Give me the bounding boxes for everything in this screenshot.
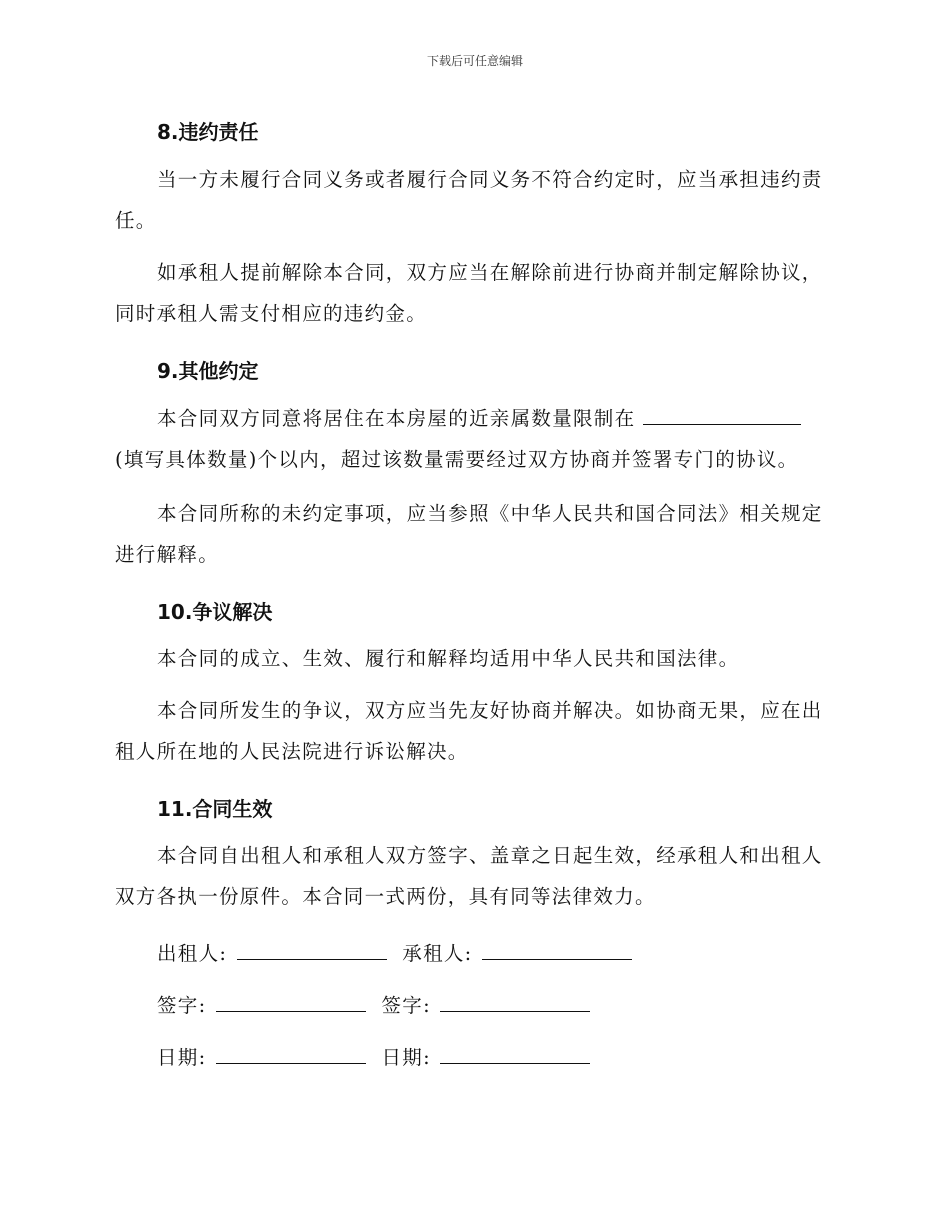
lessor-blank[interactable] [237, 939, 387, 960]
section-heading-dispute: 10.争议解决 [157, 600, 273, 624]
lessee-blank[interactable] [482, 939, 632, 960]
page-header: 下载后可任意编辑 [426, 54, 523, 68]
lessee-date-blank[interactable] [440, 1043, 590, 1064]
paragraph: 如承租人提前解除本合同，双方应当在解除前进行协商并制定解除协议，同时承租人需支付相应的违约金。 [115, 261, 823, 325]
signature-row-sign [157, 990, 598, 1018]
lessor-date-blank[interactable] [216, 1043, 366, 1064]
paragraph-text: 本合同双方同意将居住在本房屋的近亲属数量限制在 [157, 407, 636, 430]
date-label: 日期: [381, 1046, 431, 1069]
paragraph: 本合同所称的未约定事项，应当参照《中华人民共和国合同法》相关规定进行解释。 [115, 502, 823, 566]
paragraph-with-blank [115, 398, 827, 480]
signature-row-parties [157, 938, 640, 966]
date-label: 日期: [157, 1046, 207, 1069]
paragraph-text: (填写具体数量)个以内，超过该数量需要经过双方协商并签署专门的协议。 [115, 448, 799, 471]
section-heading-breach: 8.违约责任 [157, 120, 259, 144]
sign-label: 签字: [157, 994, 207, 1017]
paragraph: 本合同所发生的争议，双方应当先友好协商并解决。如协商无果，应在出租人所在地的人民法院进行诉讼解决。 [115, 699, 823, 763]
sign-label: 签字: [381, 994, 431, 1017]
paragraph: 当一方未履行合同义务或者履行合同义务不符合约定时，应当承担违约责任。 [115, 168, 823, 232]
signature-row-date [157, 1042, 598, 1070]
section-heading-effect: 11.合同生效 [157, 797, 273, 821]
lessee-label: 承租人: [402, 942, 473, 965]
lessor-sign-blank[interactable] [216, 991, 366, 1012]
lessor-label: 出租人: [157, 942, 228, 965]
paragraph: 本合同的成立、生效、履行和解释均适用中华人民共和国法律。 [157, 647, 740, 670]
section-heading-other: 9.其他约定 [157, 359, 259, 383]
fill-in-blank[interactable] [643, 402, 801, 425]
lessee-sign-blank[interactable] [440, 991, 590, 1012]
paragraph: 本合同自出租人和承租人双方签字、盖章之日起生效，经承租人和出租人双方各执一份原件。本合同一式两份，具有同等法律效力。 [115, 844, 823, 908]
